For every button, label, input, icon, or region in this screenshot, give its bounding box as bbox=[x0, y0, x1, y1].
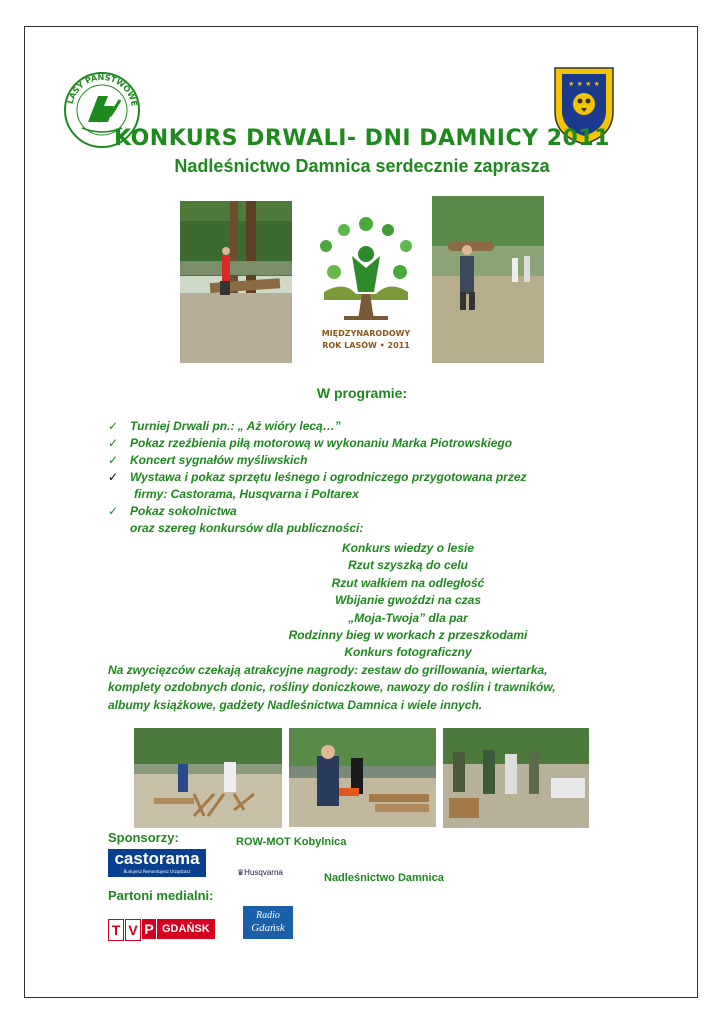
check-icon: ✓ bbox=[108, 504, 119, 518]
program-heading: W programie: bbox=[316, 385, 408, 401]
program-item-continuation: firmy: Castorama, Husqvarna i Poltarex bbox=[134, 487, 359, 501]
svg-text:LASY PAŃSTWOWE: LASY PAŃSTWOWE bbox=[65, 72, 139, 107]
contest-item: Rzut wałkiem na odległość bbox=[331, 575, 485, 590]
program-item: ✓ Koncert sygnałów myśliwskich bbox=[108, 453, 308, 467]
contest-item: Konkurs fotograficzny bbox=[344, 645, 472, 660]
contest-item: Wbijanie gwoździ na czas bbox=[334, 593, 482, 608]
tvp-gdansk-logo: T V P GDAŃSK bbox=[108, 919, 215, 939]
program-item: ✓ Pokaz sokolnictwa bbox=[108, 504, 237, 518]
media-partners-label: Partoni medialni: bbox=[108, 888, 214, 903]
sponsor-rowmot: ROW-MOT Kobylnica bbox=[236, 836, 347, 848]
check-icon: ✓ bbox=[108, 470, 119, 484]
program-item: ✓ Wystawa i pokaz sprzętu leśnego i ogrodniczego przygotowana przez bbox=[108, 470, 527, 484]
contest-item: „Moja-Twoja” dla par bbox=[348, 610, 468, 625]
radio-gdansk-logo: Radio Gdańsk bbox=[243, 906, 293, 939]
page-subtitle: Nadleśnictwo Damnica serdecznie zaprasza bbox=[174, 156, 550, 176]
contests-intro: oraz szereg konkursów dla publiczności: bbox=[130, 521, 364, 535]
page-title: KONKURS DRWALI- DNI DAMNICY 2011 bbox=[114, 126, 610, 151]
photo-chainsaw bbox=[289, 728, 436, 827]
program-list bbox=[108, 418, 668, 537]
contest-item: Rodzinny bieg w workach z przeszkodami bbox=[288, 628, 528, 643]
photo-jury bbox=[443, 728, 589, 828]
contest-item: Konkurs wiedzy o lesie bbox=[341, 541, 475, 555]
photo-sawhorses bbox=[134, 728, 282, 828]
check-icon: ✓ bbox=[108, 419, 119, 433]
check-icon: ✓ bbox=[108, 436, 119, 450]
photo-man-lifting-log bbox=[432, 196, 544, 363]
husqvarna-logo: ♛Husqvarna bbox=[237, 868, 283, 877]
prizes-paragraph: Na zwycięzców czekają atrakcyjne nagrody: zestaw do grillowania, wiertarka, komplety ozdobnych donic, rośliny doniczkowe, nawozy do roślin i trawników, albumy książkowe, gadżety Nadleśnictwa Damnica i wiele innych. bbox=[108, 663, 556, 712]
international-year-of-forests-logo bbox=[304, 210, 428, 360]
contest-item: Rzut szyszką do celu bbox=[347, 558, 469, 573]
contests-list bbox=[108, 540, 708, 662]
svg-text:★ ★ ★ ★: ★ ★ ★ ★ bbox=[568, 80, 600, 88]
sponsor-nadlesnictwo: Nadleśnictwo Damnica bbox=[324, 872, 444, 884]
svg-text:MIĘDZYNARODOWY: MIĘDZYNARODOWY bbox=[321, 329, 411, 338]
photo-woodcutter-log bbox=[180, 201, 292, 363]
check-icon: ✓ bbox=[108, 453, 119, 467]
castorama-logo: castorama Budujesz Remontujesz Urządzasz bbox=[108, 849, 206, 877]
svg-text:ROK LASÓW • 2011: ROK LASÓW • 2011 bbox=[322, 341, 410, 350]
husqvarna-crown-icon: ♛ bbox=[237, 868, 245, 877]
sponsors-label: Sponsorzy: bbox=[108, 830, 179, 845]
program-item: ✓ Pokaz rzeźbienia piłą motorową w wykonaniu Marka Piotrowskiego bbox=[108, 436, 513, 450]
program-item: ✓ Turniej Drwali pn.: „ Aż wióry lecą…” bbox=[108, 419, 341, 433]
